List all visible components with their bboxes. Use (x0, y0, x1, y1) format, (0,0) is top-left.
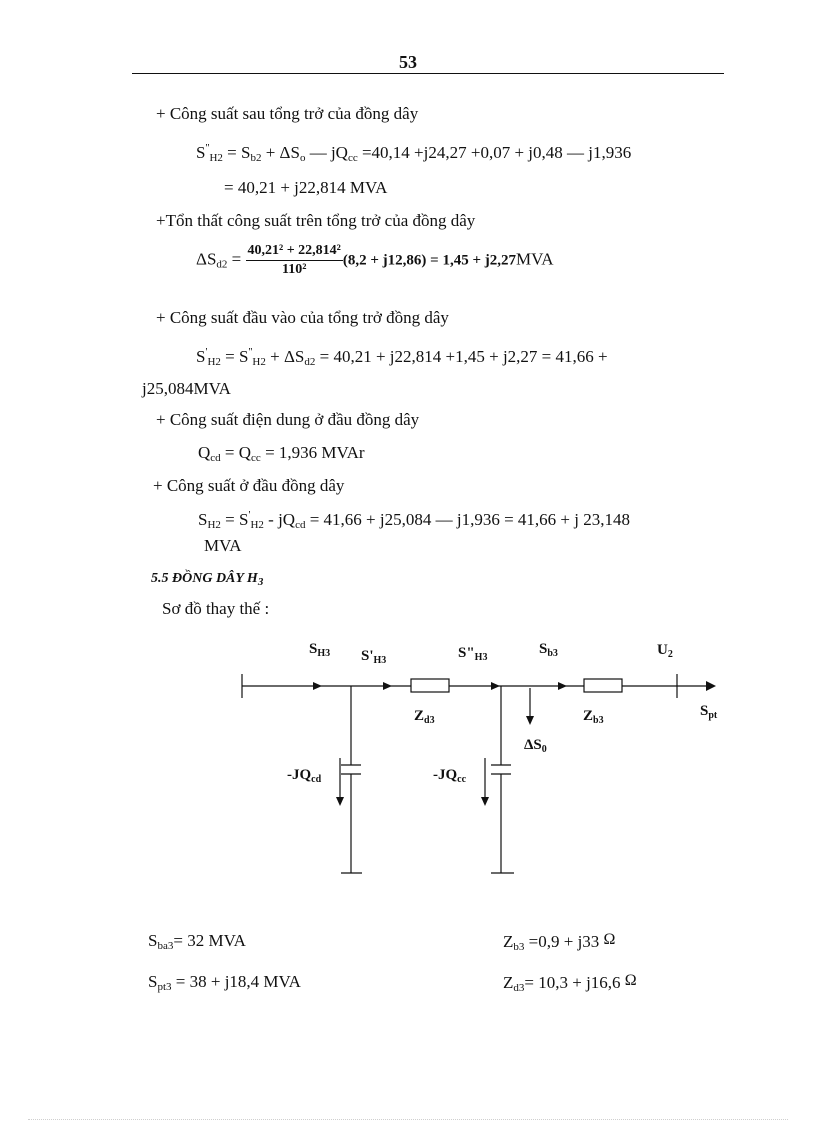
ohm-symbol-2: Ω (624, 972, 637, 989)
equation-continuation-1: j25,084MVA (142, 379, 231, 398)
equation-result-1: = 40,21 + j22,814 MVA (224, 178, 388, 197)
label-jq-cd: $-JQ_{cd}$ (287, 767, 322, 785)
param-s-pt3: $S_{pt3} = 38 + j18,4$ MVA (148, 972, 301, 993)
bottom-dotted-rule (28, 1119, 788, 1120)
arrow-s-h3 (313, 682, 322, 690)
label-s-pt: $S_{pt}$ (700, 703, 718, 721)
arrow-s-b3 (558, 682, 567, 690)
arrow-s-pt (706, 681, 716, 691)
param-z-d3: $Z_{d3}= 10,3 + j16,6$ Ω (503, 972, 637, 994)
text-line-1: + Công suất sau tổng trở của đồng dây (156, 104, 419, 123)
section-heading: 5.5 ĐỒNG DÂY $H_3$ (151, 571, 264, 588)
label-delta-s0: $\Delta S_0$ (524, 737, 547, 755)
impedance-zd3 (411, 679, 449, 692)
arrow-qcd (336, 797, 344, 806)
label-s-b3: $S_{b3}$ (539, 641, 558, 659)
impedance-zb3 (584, 679, 622, 692)
equation-qcd: $Q_{cd} = Q_{cc} = 1,936$ MVAr (198, 443, 365, 464)
loss-fraction: $\frac{\text{40,21² + 22,814²}}{\text{110²}}$ (247, 243, 341, 277)
text-line-2: +Tổn thất công suất trên tổng trở của đồng dây (156, 211, 476, 230)
label-s2-h3: $S"_{H3}$ (458, 645, 488, 663)
label-s1-h3: $S'_{H3}$ (361, 648, 387, 666)
equation-s-h2: $S_{H2} = S'_{H2} - jQ_{cd} = 41,66 + j25,084$ — j1,936 = 41,66 + j 23,148 (198, 509, 630, 531)
equation-loss-d2: $\Delta S_{d2}$ = $\frac{\text{40,21² + 22,814²}}{\text{110²}}$ (8,2 + j12,86) = 1,45 + j2,27MVA (196, 243, 554, 277)
text-line-5: + Công suất ở đầu đồng dây (153, 476, 345, 495)
equation-s-h2-prime: $S'_{H2} = S''_{H2} + \Delta S_{d2} = 40,21 + j22,814 +1,45 + j2,27 = 41,66$ + (196, 346, 608, 368)
label-u2: $U_2$ (657, 642, 673, 660)
label-z-d3: $Z_{d3}$ (414, 708, 435, 726)
label-jq-cc: $-JQ_{cc}$ (433, 767, 467, 785)
arrow-s2-h3 (491, 682, 500, 690)
ohm-symbol-1: Ω (603, 931, 616, 948)
equation-s-h2-double-prime: $S''_{H2} = S_{b2} + \Delta S_o$ — $jQ_{cc} =40,14 +j24,27 +0,07 + j0,48$ — j1,936 (196, 142, 632, 164)
param-s-ba3: $S_{ba3}= 32$ MVA (148, 931, 246, 952)
arrow-delta-s0 (526, 716, 534, 725)
arrow-s1-h3 (383, 682, 392, 690)
text-line-4: + Công suất điện dung ở đầu đồng dây (156, 410, 420, 429)
label-z-b3: $Z_{b3}$ (583, 708, 604, 726)
arrow-qcc (481, 797, 489, 806)
param-z-b3: $Z_{b3} =0,9 + j33$ Ω (503, 931, 616, 953)
equation-continuation-2: MVA (204, 536, 242, 555)
text-line-3: + Công suất đầu vào của tổng trở đồng dây (156, 308, 449, 327)
schema-caption: Sơ đồ thay thế : (162, 599, 270, 618)
page-number: 53 (399, 52, 417, 72)
label-s-h3: $S_{H3}$ (309, 641, 331, 659)
